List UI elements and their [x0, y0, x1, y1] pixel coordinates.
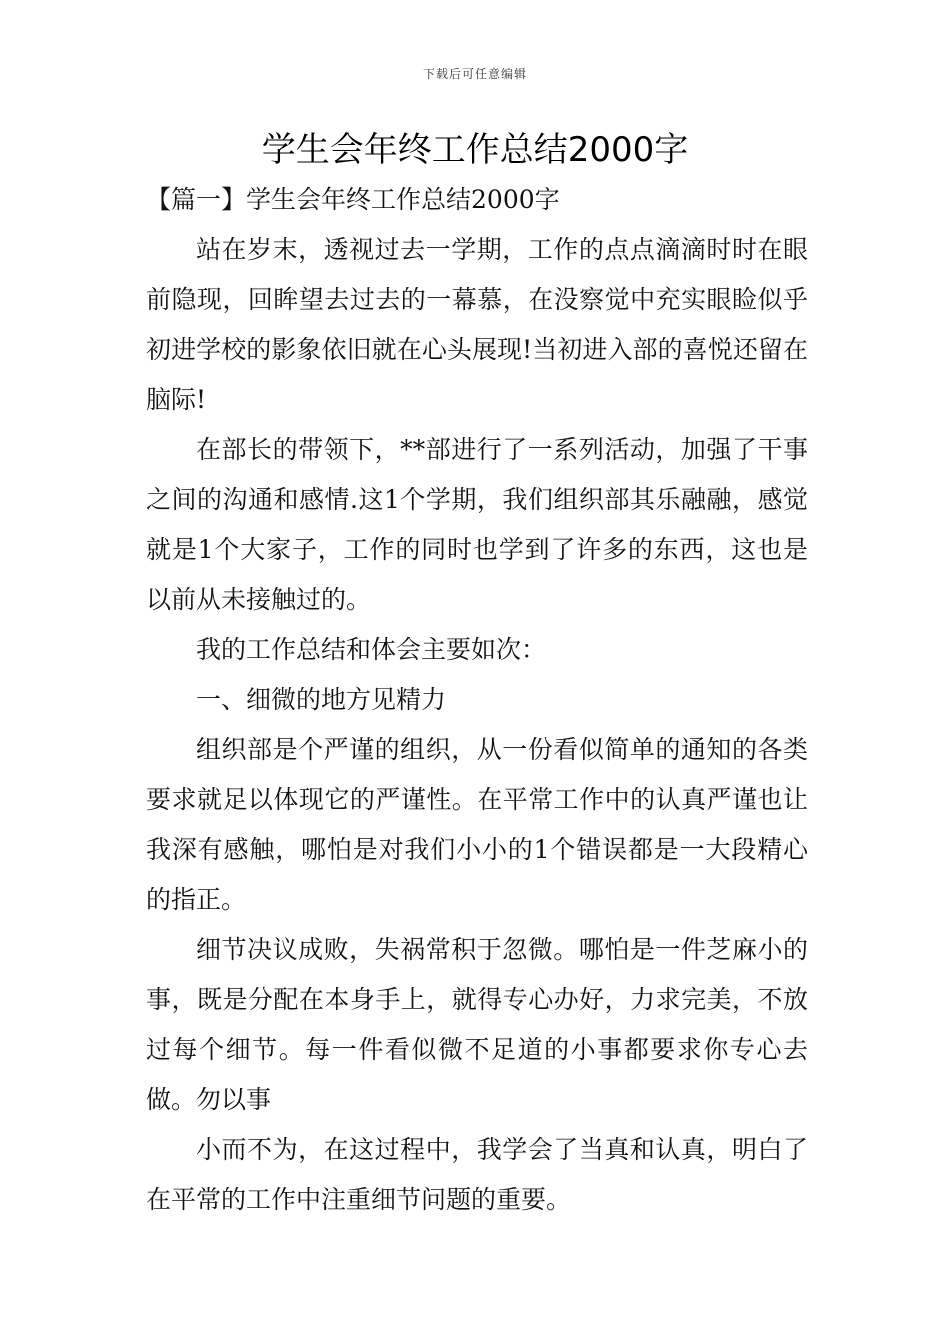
paragraph-3: 我的工作总结和体会主要如次： [196, 635, 547, 664]
subheading-1: 一、细微的地方见精力 [196, 685, 447, 714]
paragraph-1: 站在岁末，透视过去一学期，工作的点点滴滴时时在眼前隐现，回眸望去过去的一幕慕，在没察觉中充实眼睑似乎初进学校的影象依旧就在心头展现!当初进入部的喜悦还留在脑际! [146, 235, 808, 414]
header-note: 下载后可任意编辑 [422, 67, 527, 81]
paragraph-4: 组织部是个严谨的组织，从一份看似简单的通知的各类要求就足以体现它的严谨性。在平常工作中的认真严谨也让我深有感触，哪怕是对我们小小的1个错误都是一大段精心的指正。 [146, 735, 808, 914]
section-heading: 【篇一】学生会年终工作总结2000字 [146, 185, 560, 214]
document-body [146, 175, 808, 1225]
paragraph-5: 细节决议成败，失祸常积于忽微。哪怕是一件芝麻小的事，既是分配在本身手上，就得专心办好，力求完美，不放过每个细节。每一件看似微不足道的小事都要求你专心去做。勿以事 [146, 935, 808, 1114]
page-title: 学生会年终工作总结2000字 [261, 130, 689, 170]
paragraph-2: 在部长的带领下，**部进行了一系列活动，加强了干事之间的沟通和感情.这1个学期，我们组织部其乐融融，感觉就是1个大家子，工作的同时也学到了许多的东西，这也是以前从未接触过的。 [146, 435, 808, 614]
paragraph-6: 小而不为，在这过程中，我学会了当真和认真，明白了在平常的工作中注重细节问题的重要。 [146, 1135, 808, 1214]
